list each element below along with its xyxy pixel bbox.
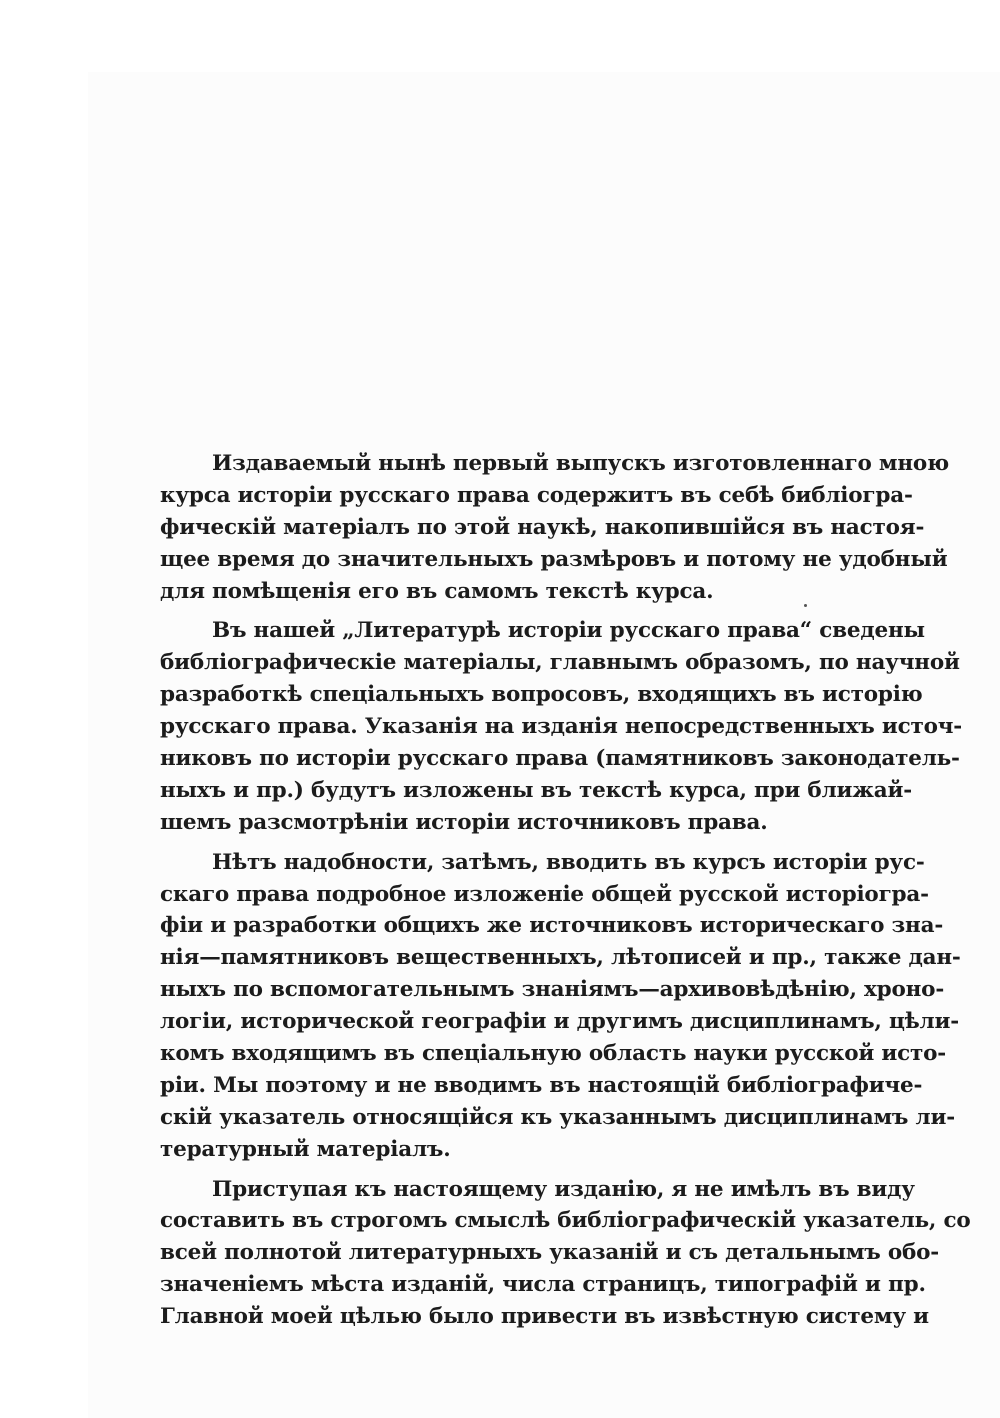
- print-speck: [804, 604, 807, 607]
- text-line: всей полнотой литературныхъ указаній и съ детальнымъ обо-: [160, 1240, 940, 1266]
- text-line: тературный матеріалъ.: [160, 1136, 451, 1162]
- text-line: комъ входящимъ въ спеціальную область науки русской исто-: [160, 1041, 947, 1067]
- text-line: для помѣщенія его въ самомъ текстѣ курса.: [160, 578, 714, 604]
- text-line: фическій матеріалъ по этой наукѣ, накопившійся въ настоя-: [160, 514, 925, 540]
- text-line: фіи и разработки общихъ же источниковъ историческаго зна-: [160, 913, 944, 939]
- text-line: никовъ по исторіи русскаго права (памятниковъ законодатель-: [160, 746, 960, 772]
- text-line: нія—памятниковъ вещественныхъ, лѣтописей и пр., также дан-: [160, 945, 961, 971]
- body-text: [160, 448, 971, 1333]
- text-line: Нѣтъ надобности, затѣмъ, вводить въ курсъ исторіи рус-: [212, 849, 925, 875]
- text-line: разработкѣ спеціальныхъ вопросовъ, входящихъ въ исторію: [160, 682, 923, 708]
- text-line: ныхъ и пр.) будутъ изложены въ текстѣ курса, при ближай-: [160, 777, 912, 803]
- text-line: ріи. Мы поэтому и не вводимъ въ настоящій библіографиче-: [160, 1072, 923, 1098]
- paragraph-gap: [160, 607, 863, 615]
- text-line: курса исторіи русскаго права содержитъ въ себѣ библіогра-: [160, 482, 913, 508]
- text-line: ныхъ по вспомогательнымъ знаніямъ—архивовѣдѣнію, хроно-: [160, 977, 945, 1003]
- text-line: Главной моей цѣлью было привести въ извѣстную систему и: [160, 1304, 929, 1330]
- text-line: щее время до значительныхъ размѣровъ и потому не удобный: [160, 546, 948, 572]
- text-line: Приступая къ настоящему изданію, я не имѣлъ въ виду: [212, 1176, 915, 1202]
- text-line: значеніемъ мѣста изданій, числа страницъ, типографій и пр.: [160, 1272, 926, 1298]
- text-line: библіографическіе матеріалы, главнымъ образомъ, по научной: [160, 650, 960, 676]
- paragraph-gap: [160, 839, 863, 847]
- text-line: составить въ строгомъ смыслѣ библіографическій указатель, со: [160, 1208, 971, 1234]
- text-line: русскаго права. Указанія на изданія непосредственныхъ источ-: [160, 714, 962, 740]
- text-line: Издаваемый нынѣ первый выпускъ изготовленнаго мною: [212, 451, 949, 476]
- text-line: Въ нашей „Литературѣ исторіи русскаго права“ сведены: [212, 618, 925, 644]
- text-line: скій указатель относящійся къ указаннымъ дисциплинамъ ли-: [160, 1104, 955, 1130]
- text-line: шемъ разсмотрѣніи исторіи источниковъ права.: [160, 809, 768, 835]
- text-line: скаго права подробное изложеніе общей русской исторіогра-: [160, 881, 929, 907]
- paragraph-gap: [160, 1166, 863, 1174]
- text-line: логіи, исторической географіи и другимъ дисциплинамъ, цѣли-: [160, 1009, 959, 1035]
